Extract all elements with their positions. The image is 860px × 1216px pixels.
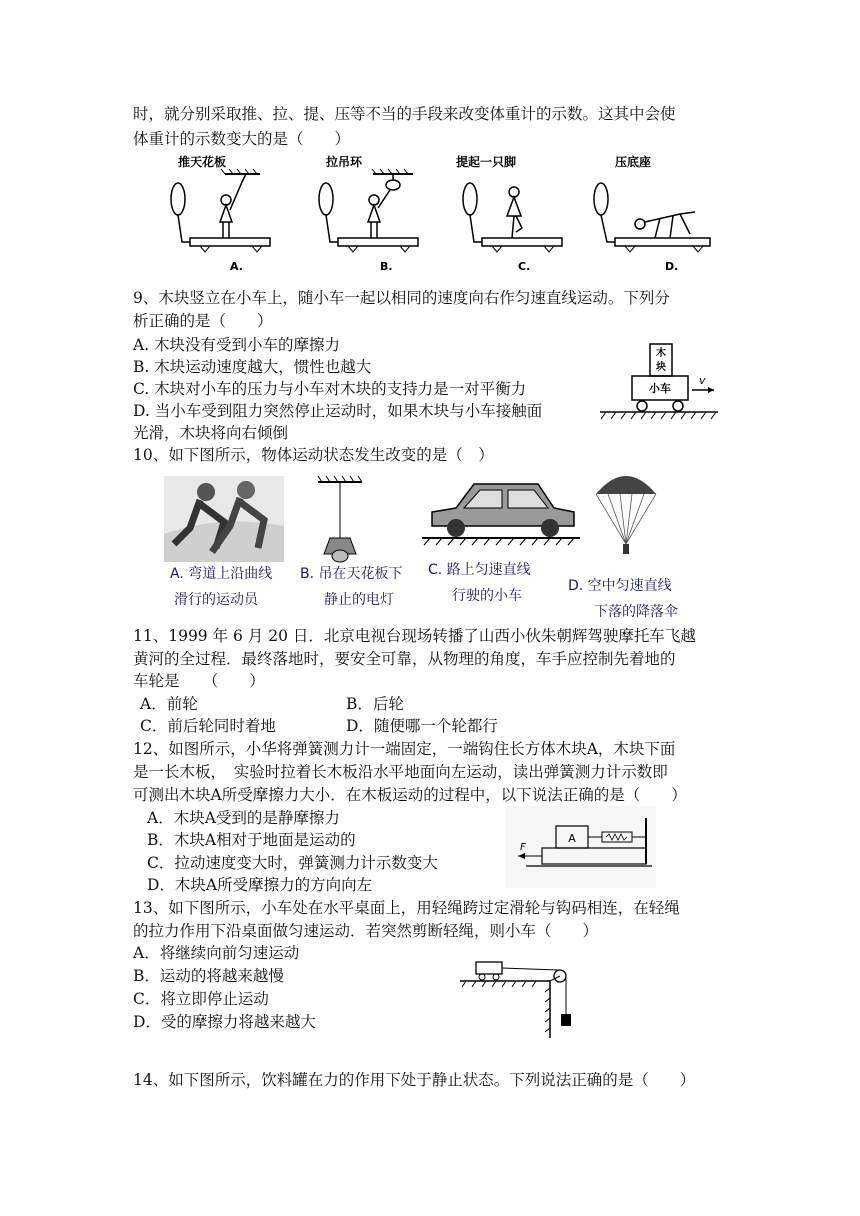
q11-option-a: A．前轮 bbox=[140, 695, 198, 713]
caption-b-line-1: B. 吊在天花板下 bbox=[300, 566, 403, 582]
fig-c-letter: C. bbox=[518, 260, 531, 273]
caption-b-line-2: 静止的电灯 bbox=[324, 592, 394, 608]
scale-figures bbox=[160, 152, 720, 276]
svg-text:块: 块 bbox=[656, 362, 666, 373]
q13-option-b: B．运动的将越来越慢 bbox=[133, 967, 284, 985]
q10-stem: 10、如下图所示，物体运动状态发生改变的是（ ） bbox=[133, 446, 494, 464]
scale-figure-a bbox=[171, 154, 270, 273]
scale-figure-b bbox=[319, 154, 418, 273]
q9-stem-1: 9、木块竖立在小车上，随小车一起以相同的速度向右作匀速直线运动。下列分 bbox=[133, 289, 670, 307]
q13-option-c: C．将立即停止运动 bbox=[133, 990, 269, 1008]
fig-a-letter: A. bbox=[230, 260, 243, 273]
q9-stem-2: 析正确的是（ ） bbox=[133, 312, 273, 330]
block-a-label: A bbox=[568, 832, 576, 845]
skater-photo bbox=[164, 476, 284, 562]
spring-scale-figure bbox=[506, 806, 656, 888]
caption-c-line-2: 行驶的小车 bbox=[452, 588, 522, 604]
q11-option-d: D．随便哪一个轮都行 bbox=[346, 717, 498, 735]
fig-a-title: 推天花板 bbox=[178, 155, 227, 169]
q12-line-2: 是一长木板， 实验时拉着长木板沿水平地面向左运动，读出弹簧测力计示数即 bbox=[133, 763, 668, 781]
q11-option-c: C．前后轮同时着地 bbox=[140, 717, 276, 735]
pulley-cart-figure bbox=[458, 958, 578, 1040]
q13-line-1: 13、如下图所示，小车处在水平桌面上，用轻绳跨过定滑轮与钩码相连，在轻绳 bbox=[133, 899, 680, 917]
fig-b-letter: B. bbox=[380, 260, 393, 273]
q12-option-d: D．木块A所受摩擦力的方向向左 bbox=[147, 876, 373, 894]
velocity-label: v bbox=[699, 374, 706, 387]
q12-option-a: A．木块A受到的是静摩擦力 bbox=[147, 809, 340, 827]
block-label: 木块 bbox=[597, 343, 599, 344]
car-drawing bbox=[422, 484, 580, 545]
scale-figure-c bbox=[456, 154, 562, 273]
fig-d-title: 压底座 bbox=[615, 155, 652, 169]
q13-option-d: D．受的摩擦力将越来越大 bbox=[133, 1013, 316, 1031]
q13-option-a: A．将继续向前匀速运动 bbox=[133, 944, 300, 962]
q8-line-1: 时，就分别采取推、拉、提、压等不当的手段来改变体重计的示数。这其中会使 bbox=[133, 105, 676, 123]
q11-option-b: B．后轮 bbox=[346, 695, 404, 713]
motion-state-figures bbox=[160, 464, 720, 626]
q9-option-c: C. 木块对小车的压力与小车对木块的支持力是一对平衡力 bbox=[133, 380, 527, 398]
cart-label: 小车 bbox=[649, 382, 671, 395]
q13-line-2: 的拉力作用下沿桌面做匀速运动．若突然剪断轻绳，则小车（ ） bbox=[133, 922, 599, 940]
caption-a-line-2: 滑行的运动员 bbox=[174, 592, 258, 608]
fig-d-letter: D. bbox=[665, 260, 679, 273]
force-label: F bbox=[520, 842, 526, 853]
fig-c-title: 提起一只脚 bbox=[456, 155, 517, 169]
q12-option-b: B．木块A相对于地面是运动的 bbox=[147, 831, 356, 849]
hanging-lamp bbox=[318, 476, 362, 562]
cart-block-figure bbox=[596, 342, 722, 426]
q8-line-2: 体重计的示数变大的是（ ） bbox=[133, 130, 351, 148]
q11-line-3: 车轮是 （ ） bbox=[133, 672, 265, 690]
q9-option-a: A. 木块没有受到小车的摩擦力 bbox=[133, 336, 341, 354]
q12-line-1: 12、如图所示，小华将弹簧测力计一端固定，一端钩住长方体木块A，木块下面 bbox=[133, 740, 676, 758]
scale-figure-d bbox=[594, 154, 710, 273]
caption-d-line-1: D. 空中匀速直线 bbox=[568, 578, 672, 594]
svg-text:木: 木 bbox=[656, 348, 666, 359]
q9-option-d-line-1: D. 当小车受到阻力突然停止运动时，如果木块与小车接触面 bbox=[133, 402, 543, 420]
q12-line-3: 可测出木块A所受摩擦力大小．在木板运动的过程中，以下说法正确的是（ ） bbox=[133, 786, 687, 804]
caption-d-line-2: 下落的降落伞 bbox=[594, 604, 678, 620]
q14-line-1: 14、如下图所示，饮料罐在力的作用下处于静止状态。下列说法正确的是（ ） bbox=[133, 1071, 696, 1089]
q10-captions bbox=[170, 561, 678, 620]
q12-option-c: C．拉动速度变大时，弹簧测力计示数变大 bbox=[147, 854, 438, 872]
caption-a-line-1: A. 弯道上沿曲线 bbox=[170, 566, 273, 582]
q11-line-1: 11、1999 年 6 月 20 日．北京电视台现场转播了山西小伙朱朝辉驾驶摩托车飞越 bbox=[133, 627, 696, 645]
fig-b-title: 拉吊环 bbox=[326, 155, 363, 169]
parachute-drawing bbox=[596, 476, 656, 554]
caption-c-line-1: C. 路上匀速直线 bbox=[428, 562, 531, 578]
q9-option-d-line-2: 光滑，木块将向右倾倒 bbox=[133, 424, 289, 442]
q9-option-b: B. 木块运动速度越大，惯性也越大 bbox=[133, 358, 372, 376]
q11-line-2: 黄河的全过程．最终落地时，要安全可靠，从物理的角度，车手应控制先着地的 bbox=[133, 650, 676, 668]
